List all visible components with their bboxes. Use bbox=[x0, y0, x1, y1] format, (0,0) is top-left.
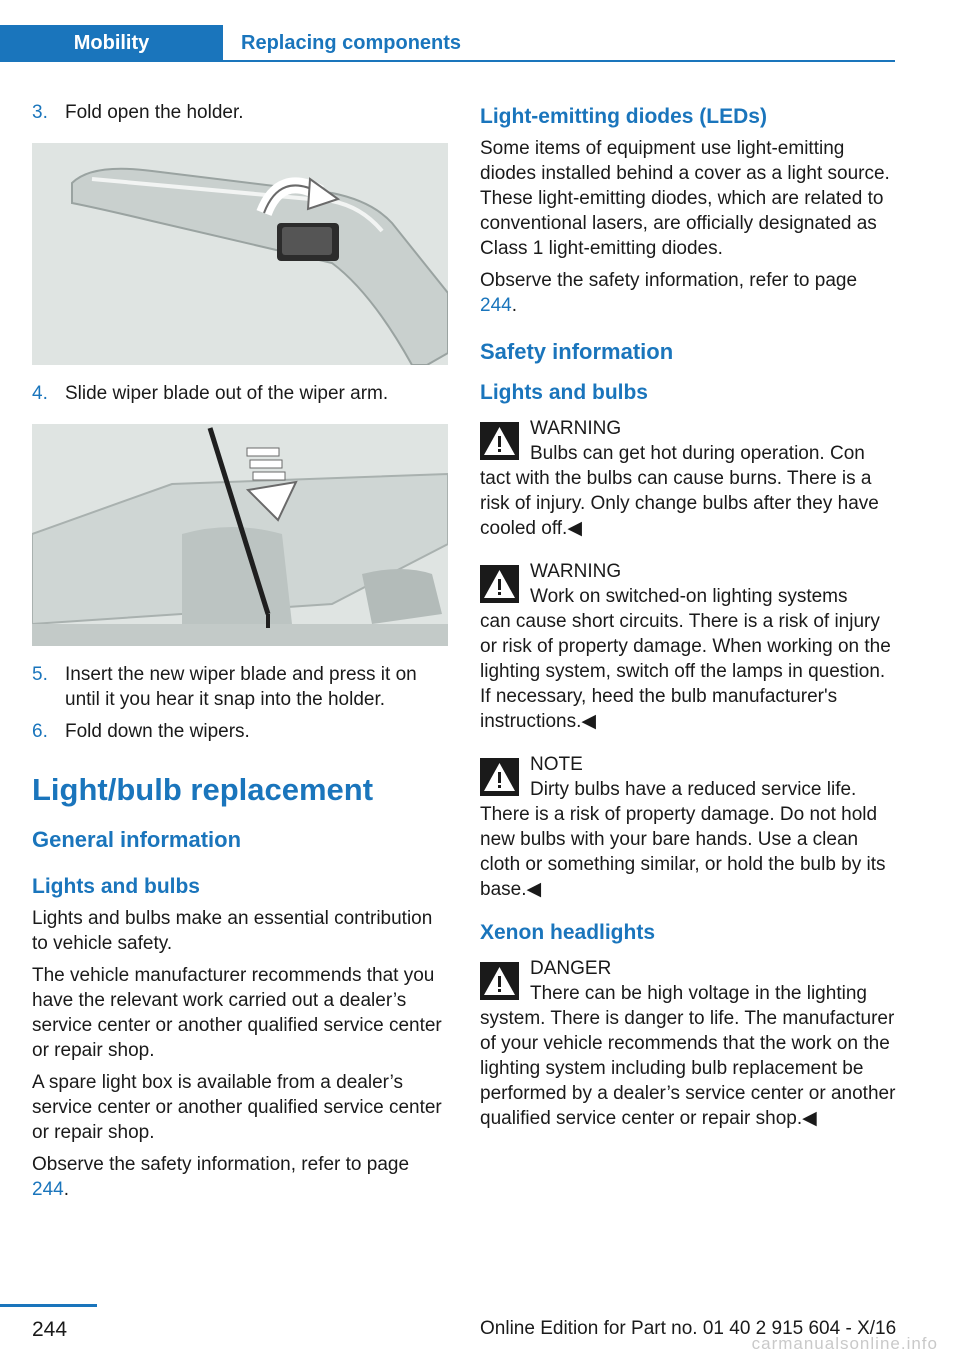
notice-text-first: Bulbs can get hot during operation. Con bbox=[530, 443, 865, 464]
warning-icon bbox=[480, 565, 519, 603]
warning-icon bbox=[480, 758, 519, 796]
page-header bbox=[0, 0, 895, 62]
warning-icon bbox=[480, 962, 519, 1000]
paragraph: Lights and bulbs make an essential contribution to vehicle safety. bbox=[32, 908, 433, 954]
watermark: carmanualsonline.info bbox=[751, 1334, 938, 1353]
notice-text: can cause short circuits. There is a risk of injury or risk of property damage. When working on the lighting system, switch off the lamps in question. If necessary, heed the bulb manufacturer's instructions.◀ bbox=[480, 611, 891, 732]
step-6 bbox=[32, 719, 448, 744]
notice-text: system. There is danger to life. The manufacturer of your vehicle recommends that the work on the lighting system including bulb replacement be performed by a dealer’s service center or another qualified service center or repair shop.◀ bbox=[480, 1008, 896, 1129]
page-number: 244 bbox=[32, 1318, 68, 1341]
step-5 bbox=[32, 662, 448, 712]
danger-notice bbox=[480, 956, 896, 1131]
page-link[interactable]: 244 bbox=[32, 1179, 64, 1200]
minor-heading: Light-emitting diodes (LEDs) bbox=[480, 105, 767, 128]
notice-keyword: WARNING bbox=[530, 418, 622, 439]
step-text: Fold open the holder. bbox=[65, 102, 244, 123]
step-text: Fold down the wipers. bbox=[65, 721, 250, 742]
edition-text: Online Edition for Part no. 01 40 2 915 604 - X/16 bbox=[480, 1318, 897, 1339]
warning-notice bbox=[480, 559, 896, 734]
step-text: Insert the new wiper blade and press it on until it you hear it snap into the holder. bbox=[65, 664, 417, 710]
section-heading: Light/bulb replacement bbox=[32, 772, 374, 807]
notice-text-first: There can be high voltage in the lighting bbox=[530, 983, 867, 1004]
paragraph-text: Observe the safety information, refer to page bbox=[32, 1154, 410, 1175]
warning-icon bbox=[480, 422, 519, 460]
minor-heading: Lights and bulbs bbox=[480, 381, 648, 404]
right-column bbox=[480, 100, 896, 1149]
left-column bbox=[32, 100, 448, 1209]
step-number: 5. bbox=[32, 664, 48, 685]
paragraph: A spare light box is available from a dealer’s service center or another qualified service center or repair shop. bbox=[32, 1072, 442, 1143]
header-rule bbox=[0, 60, 895, 62]
notice-keyword: NOTE bbox=[530, 754, 583, 775]
notice-text-first: Work on switched-on lighting systems bbox=[530, 586, 848, 607]
paragraph bbox=[32, 1152, 448, 1202]
wiper-holder-image bbox=[32, 143, 448, 365]
footer-rule bbox=[0, 1304, 97, 1307]
wiper-holder-illustration bbox=[32, 143, 448, 365]
notice-text-first: Dirty bulbs have a reduced service life. bbox=[530, 779, 857, 800]
paragraph: The vehicle manufacturer recommends that you have the relevant work carried out a dealer’s service center or another qualified service center or repair shop. bbox=[32, 965, 442, 1061]
minor-heading: Xenon headlights bbox=[480, 921, 656, 944]
notice-keyword: WARNING bbox=[530, 561, 622, 582]
step-number: 3. bbox=[32, 102, 48, 123]
section-tab[interactable]: Replacing components bbox=[241, 31, 462, 54]
paragraph: Some items of equipment use light-emitting diodes installed behind a cover as a light source. These light-emitting diodes, which are related to conventional lasers, are officially designated as Class 1 light-emitting diodes. bbox=[480, 138, 890, 259]
subsection-heading: Safety information bbox=[480, 339, 674, 364]
subsection-heading: General information bbox=[32, 827, 242, 852]
note-notice bbox=[480, 752, 896, 902]
notice-text: tact with the bulbs can cause burns. There is a risk of injury. Only change bulbs after they have cooled off.◀ bbox=[480, 468, 879, 539]
step-number: 4. bbox=[32, 383, 48, 404]
paragraph bbox=[480, 268, 896, 318]
chapter-tab[interactable]: Mobility bbox=[0, 25, 223, 61]
minor-heading: Lights and bulbs bbox=[32, 875, 200, 898]
step-4 bbox=[32, 381, 448, 406]
paragraph-end: . bbox=[63, 1179, 69, 1200]
notice-text: There is a risk of property damage. Do not hold new bulbs with your bare hands. Use a clean cloth or something similar, or hold the bulb by its base.◀ bbox=[480, 804, 886, 900]
step-3 bbox=[32, 100, 448, 125]
page-link[interactable]: 244 bbox=[480, 295, 512, 316]
step-number: 6. bbox=[32, 721, 48, 742]
paragraph-text: Observe the safety information, refer to page bbox=[480, 270, 858, 291]
paragraph-end: . bbox=[511, 295, 517, 316]
notice-keyword: DANGER bbox=[530, 958, 612, 979]
step-text: Slide wiper blade out of the wiper arm. bbox=[65, 383, 389, 404]
wiper-arm-image bbox=[32, 424, 448, 646]
wiper-arm-illustration bbox=[32, 424, 448, 646]
warning-notice bbox=[480, 416, 896, 541]
